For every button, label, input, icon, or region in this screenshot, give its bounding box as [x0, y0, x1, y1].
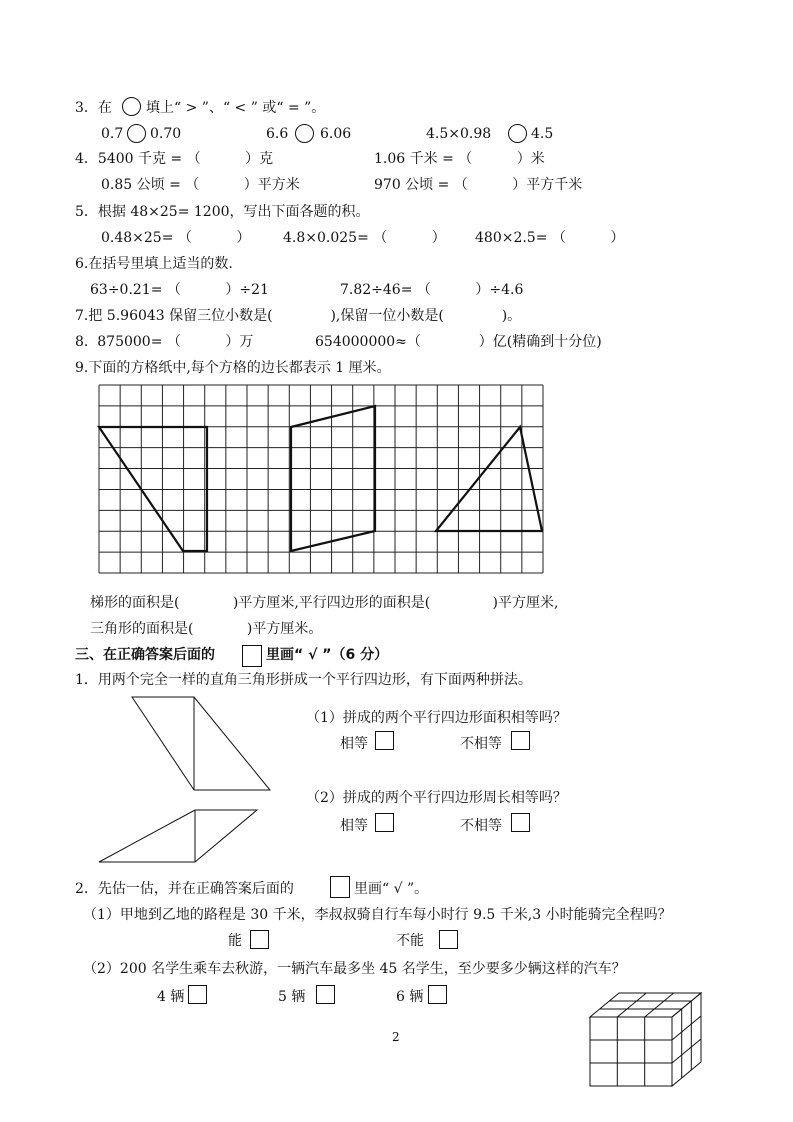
s3-q2-sub1: （1）甲地到乙地的路程是 30 千米，李叔叔骑自行车每小时行 9.5 千米,3 小时能骑完全程吗？: [83, 907, 672, 923]
q6-stem: 6.在括号里填上适当的数.: [75, 256, 233, 272]
q3-item-1-right: 0.70: [150, 126, 182, 142]
answer-circle-1[interactable]: [127, 124, 146, 143]
q5-item-2: 4.8×0.025= （ ）: [283, 230, 446, 246]
s3-q2-option-6-checkbox[interactable]: [428, 985, 447, 1004]
triangle-shape: [436, 427, 542, 531]
s3-q1-stem: 1．用两个完全一样的直角三角形拼成一个平行四边形，有下面两种拼法。: [75, 672, 532, 688]
q9-stem: 9.下面的方格纸中,每个方格的边长都表示 1 厘米。: [75, 360, 391, 376]
s3-q2-option-5-checkbox[interactable]: [316, 985, 335, 1004]
s3-q2-option-4-label: 4 辆: [157, 989, 185, 1005]
s3-q2-sub2: （2）200 名学生乘车去秋游，一辆汽车最多坐 45 名学生，至少要多少辆这样的汽车？: [83, 961, 626, 977]
q5-stem: 5．根据 48×25= 1200，写出下面各题的积。: [75, 204, 370, 220]
q3-stem-b: 填上“ > ”、“ < ” 或“ = ”。: [146, 100, 326, 116]
answer-circle-2[interactable]: [295, 124, 314, 143]
q3-item-3-left: 4.5×0.98: [426, 126, 492, 142]
q9-answer-line2: 三角形的面积是( )平方厘米。: [90, 621, 323, 637]
s3-q2-cannot-checkbox[interactable]: [439, 930, 458, 949]
q3-stem-a: 3．在: [75, 100, 112, 116]
q7-text: 7.把 5.96043 保留三位小数是( ),保留一位小数是( )。: [75, 308, 522, 324]
section3-title-b: 里画“ √ ”（6 分）: [266, 647, 389, 663]
comparison-circle: [122, 97, 141, 116]
answer-circle-3[interactable]: [508, 124, 527, 143]
q3-item-2-left: 6.6: [266, 126, 289, 142]
s3-q1-sub2-equal-label: 相等: [340, 818, 368, 834]
parallelogram-flat-figure: [99, 810, 259, 864]
parallelogram-shape: [291, 406, 375, 551]
parallelogram-tall-figure: [132, 697, 272, 793]
grid-paper: [99, 385, 543, 573]
q5-item-3: 480×2.5= （ ）: [475, 230, 625, 246]
s3-q1-sub1-notequal-label: 不相等: [460, 736, 502, 752]
s3-q2-stem-a: 2．先估一估，并在正确答案后面的: [75, 881, 294, 897]
checkbox-sample: [242, 645, 262, 667]
s3-q1-sub2-equal-checkbox[interactable]: [375, 813, 394, 832]
q3-item-3-right: 4.5: [531, 126, 554, 142]
q9-answer-line1: 梯形的面积是( )平方厘米,平行四边形的面积是( )平方厘米,: [90, 595, 559, 611]
q6-item-a: 63÷0.21= （ ）÷21: [90, 282, 269, 298]
q4-line2-a: 0.85 公顷 = （ ）平方米: [101, 177, 300, 193]
q4-line2-b: 970 公顷 = （ ）平方千米: [374, 177, 583, 193]
q3-item-2-right: 6.06: [320, 126, 352, 142]
q6-item-b: 7.82÷46= （ ）÷4.6: [340, 282, 524, 298]
checkbox-sample-2: [330, 876, 350, 898]
q8-text-b: 654000000≈（ ）亿(精确到十分位): [315, 334, 602, 350]
s3-q2-option-4-checkbox[interactable]: [188, 985, 207, 1004]
s3-q2-stem-b: 里画“ √ ”。: [354, 881, 429, 897]
s3-q1-sub2-notequal-label: 不相等: [460, 818, 502, 834]
q4-line1-a: 4．5400 千克 = （ ）克: [75, 151, 274, 167]
s3-q1-sub2-notequal-checkbox[interactable]: [511, 813, 530, 832]
s3-q2-cannot-label: 不能: [396, 933, 424, 949]
s3-q1-sub1-notequal-checkbox[interactable]: [511, 731, 530, 750]
q8-text-a: 8. 875000= （ ）万: [75, 334, 254, 350]
section3-title-a: 三、在正确答案后面的: [75, 647, 215, 663]
q4-line1-b: 1.06 千米 = （ ）米: [374, 151, 545, 167]
s3-q2-option-6-label: 6 辆: [396, 989, 424, 1005]
s3-q1-sub2: （2）拼成的两个平行四边形周长相等吗？: [306, 790, 567, 806]
s3-q2-can-checkbox[interactable]: [250, 930, 269, 949]
q5-item-1: 0.48×25= （ ）: [101, 230, 251, 246]
s3-q2-option-5-label: 5 辆: [278, 989, 306, 1005]
s3-q2-can-label: 能: [228, 933, 242, 949]
s3-q1-sub1-equal-checkbox[interactable]: [375, 731, 394, 750]
cube-figure: [590, 993, 702, 1087]
s3-q1-sub1-equal-label: 相等: [340, 736, 368, 752]
page-number: 2: [392, 1030, 400, 1044]
q3-item-1-left: 0.7: [101, 126, 124, 142]
s3-q1-sub1: （1）拼成的两个平行四边形面积相等吗？: [306, 710, 567, 726]
